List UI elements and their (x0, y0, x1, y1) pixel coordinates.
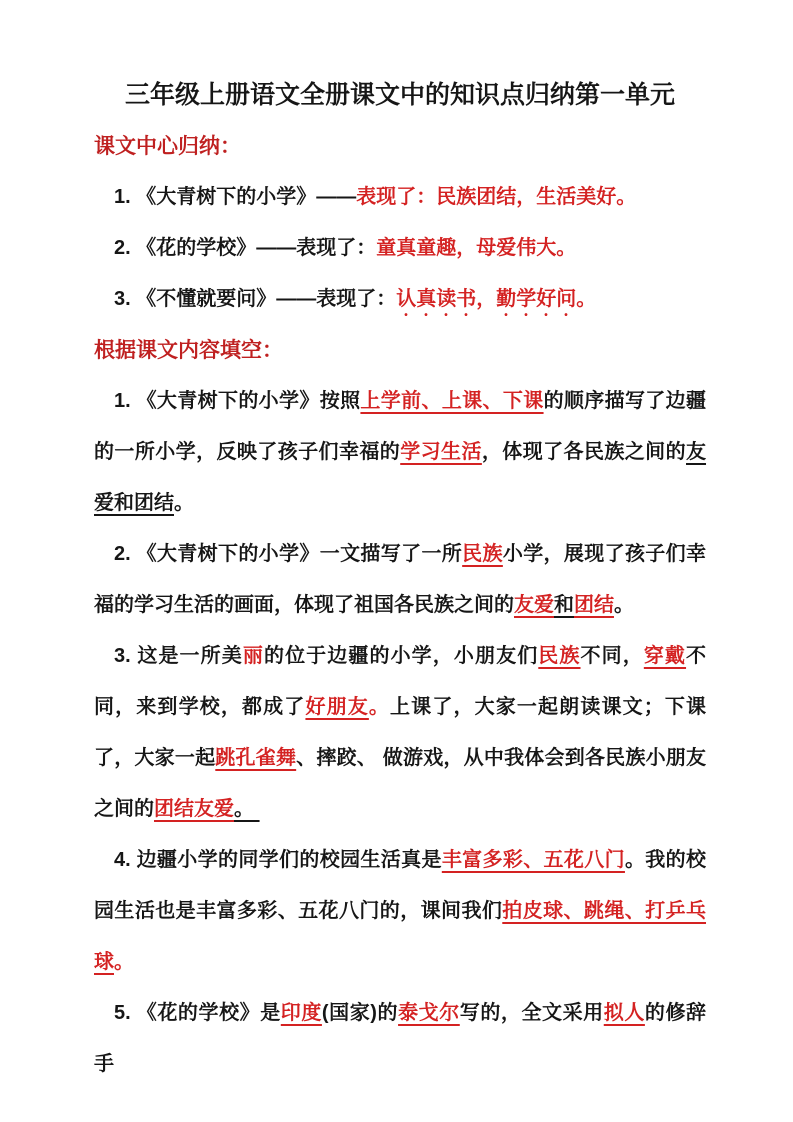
text-run: 1. 《大青树下的小学》按照 (114, 390, 361, 412)
text-run: 团结友爱 (154, 798, 234, 820)
text-run: 印度 (280, 1002, 322, 1024)
text-run: 民族 (538, 645, 581, 667)
paragraph (94, 988, 706, 1090)
text-run: ，体现了各民族之间的 (481, 441, 687, 463)
text-run: 3. 这是一所美 (114, 645, 243, 667)
document-title: 三年级上册语文全册课文中的知识点归纳第一单元 (124, 81, 675, 109)
paragraph (94, 835, 706, 988)
text-run: 童真童趣，母爱伟大。 (376, 237, 577, 259)
text-run: 丰富多彩、五花八门 (441, 849, 625, 871)
text-run: 丽 (242, 645, 264, 667)
text-run: 拍皮球、跳绳、打乒乓球 (94, 900, 707, 973)
text-run: 拟人 (603, 1002, 645, 1024)
text-run: 团结 (574, 594, 614, 616)
text-run: 的修辞手 (94, 1002, 707, 1075)
text-run: 认真读书，勤学好问。 (396, 288, 597, 310)
text-run: 。 (174, 492, 194, 514)
text-run: 、摔跤、 做游戏，从中我体会到各民族小朋友之间的 (94, 747, 707, 820)
paragraph (94, 529, 706, 631)
text-run: 好朋友 (305, 696, 369, 718)
paragraph (94, 274, 706, 325)
text-run: 的位于边疆的小学，小朋友们 (263, 645, 539, 667)
text-run: 2. 《大青树下的小学》一文描写了一所 (114, 543, 463, 565)
text-run: 2. 《花的学校》——表现了： (114, 237, 377, 259)
paragraph (94, 376, 706, 529)
text-run: 。 (114, 951, 134, 973)
paragraph (94, 223, 706, 274)
text-run: 表现了：民族团结，生活美好。 (356, 186, 637, 208)
paragraph (94, 172, 706, 223)
text-run: (国家)的 (321, 1002, 399, 1024)
text-run: 友爱和团结 (94, 441, 707, 514)
text-run: 3. 《不懂就要问》——表现了： (114, 288, 397, 310)
text-run: 友爱 (514, 594, 554, 616)
text-run: 泰戈尔 (398, 1002, 460, 1024)
text-run: 学习生活 (400, 441, 482, 463)
text-run: 。 (614, 594, 634, 616)
text-run: 民族 (462, 543, 503, 565)
paragraph (94, 631, 706, 835)
document-body (94, 121, 706, 1090)
text-run: 小学，展现了孩子们幸福的学习生活的画面，体现了祖国各民族之间的 (94, 543, 706, 616)
text-run: 跳孔雀舞 (215, 747, 297, 769)
text-run: 不同，来到学校，都成了 (94, 645, 707, 718)
document-page (94, 70, 706, 1090)
text-run: 的顺序描写了边疆的一所小学，反映了孩子们幸福的 (94, 390, 707, 463)
text-run: 穿戴 (643, 645, 687, 667)
text-run: 4. 边疆小学的同学们的校园生活真是 (114, 849, 442, 871)
section-heading-2: 根据课文内容填空： (94, 339, 283, 362)
text-run: 写的，全文采用 (459, 1002, 604, 1024)
text-run: 不同， (580, 645, 644, 667)
text-run: 5. 《花的学校》是 (114, 1002, 281, 1024)
text-run: 上课了，大家一起朗读课文；下课了，大家一起 (94, 696, 707, 769)
text-run: 和 (554, 594, 574, 616)
text-run: 1. 《大青树下的小学》—— (114, 186, 357, 208)
text-run: 上学前、上课、下课 (360, 390, 544, 412)
text-run: 。我的校园生活也是丰富多彩、五花八门的，课间我们 (94, 849, 706, 922)
text-run: 。 (234, 798, 260, 820)
section-heading-1: 课文中心归纳： (94, 135, 241, 158)
text-run: 。 (368, 696, 391, 718)
